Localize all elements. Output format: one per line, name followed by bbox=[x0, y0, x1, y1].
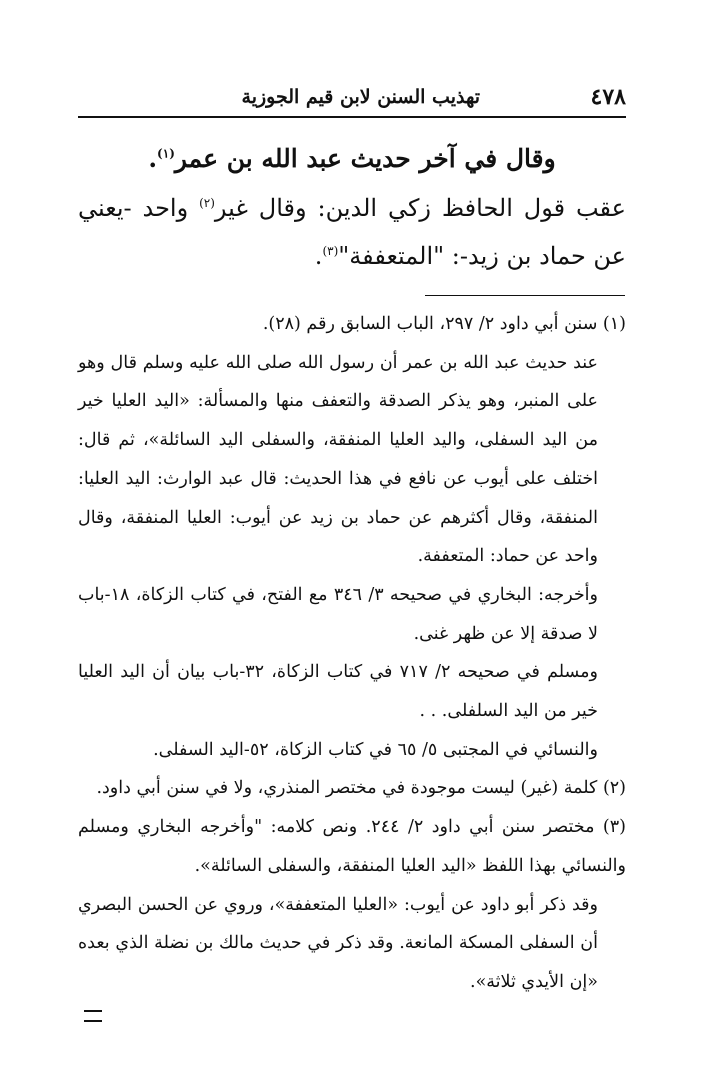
footnote-2-line: (٢) كلمة (غير) ليست موجودة في مختصر المنذري، ولا في سنن أبي داود. bbox=[96, 778, 626, 799]
page-number: ٤٧٨ bbox=[590, 84, 626, 110]
main-paragraph bbox=[78, 184, 626, 280]
footnote-1-paragraph: والنسائي في المجتبى ٥/ ٦٥ في كتاب الزكاة، ٥٢-اليد السفلى. bbox=[153, 739, 598, 760]
footnote-1-paragraph: وأخرجه: البخاري في صحيحه ٣/ ٣٤٦ مع الفتح، في كتاب الزكاة، ١٨-باب لا صدقة إلا عن ظهر غنى. bbox=[78, 584, 598, 644]
footnote-1-line: (١) سنن أبي داود ٢/ ٢٩٧، الباب السابق رقم (٢٨). bbox=[262, 314, 626, 334]
main-text-end: . bbox=[314, 242, 323, 270]
footnote-separator bbox=[425, 295, 625, 296]
heading-text: وقال في آخر حديث عبد الله بن عمر bbox=[174, 144, 556, 173]
continuation-mark bbox=[84, 1010, 102, 1022]
main-text-part2: واحد -يعني عن حماد بن زيد-: "المتعففة" bbox=[78, 194, 626, 270]
footnote-ref-1: (١) bbox=[157, 146, 175, 161]
page-header bbox=[78, 82, 626, 118]
running-title: تهذيب السنن لابن قيم الجوزية bbox=[241, 86, 480, 108]
footnote-3-paragraph: وقد ذكر أبو داود عن أيوب: «العليا المتعففة»، وروي عن الحسن البصري أن السفلى المسكة المانعة. وقد ذكر في حديث مالك بن نضلة الذي بعده «إن الأيدي ثلاثة». bbox=[78, 894, 598, 992]
heading-end: . bbox=[148, 144, 158, 173]
section-heading bbox=[78, 136, 626, 182]
footnote-3-line: (٣) مختصر سنن أبي داود ٢/ ٢٤٤. ونص كلامه: "وأخرجه البخاري ومسلم والنسائي بهذا اللفظ «اليد العليا المنفقة، والسفلى السائلة». bbox=[78, 817, 626, 876]
footnotes bbox=[78, 305, 626, 1002]
footnote-ref-2: (٢) bbox=[199, 196, 215, 210]
footnote-ref-3: (٣) bbox=[322, 244, 339, 258]
footnote-1-paragraph: عند حديث عبد الله بن عمر أن رسول الله صلى الله عليه وسلم قال وهو على المنبر، وهو يذكر الصدقة والتعفف منها والمسألة: «اليد العليا خير من اليد السفلى، واليد العليا المنفقة، والسفلى اليد السائلة»، ثم قال: اختلف على أيوب عن نافع في هذا الحديث: قال عبد الوارث: اليد العليا: المنفقة، وقال أكثرهم عن حماد بن زيد عن أيوب: العليا المنفقة، وقال واحد عن حماد: المتعففة. bbox=[78, 352, 598, 567]
footnote-1-paragraph: ومسلم في صحيحه ٢/ ٧١٧ في كتاب الزكاة، ٣٢-باب بيان أن اليد العليا خير من اليد السلفلى. . . bbox=[78, 662, 598, 722]
main-text-part1: عقب قول الحافظ زكي الدين: وقال غير bbox=[214, 194, 626, 222]
